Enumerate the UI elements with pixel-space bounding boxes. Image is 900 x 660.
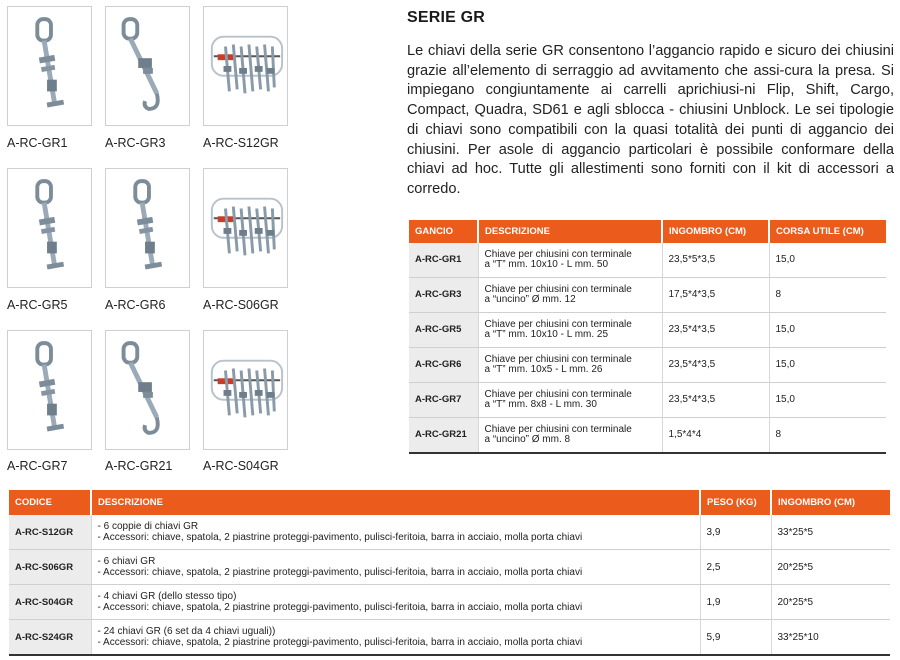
key-set-6-icon[interactable] [203,168,288,288]
row-corsa: 15,0 [769,383,886,418]
product-code: A-RC-S04GR [203,459,279,473]
product-code: A-RC-S12GR [203,136,279,150]
row-description [91,515,700,550]
column-header: GANCIO [409,220,478,243]
row-description-line2: - Accessori: chiave, spatola, 2 piastrine proteggi-pavimento, pulisci-feritoia, barra in acciaio, molla porta chiavi [97,602,583,613]
column-header: INGOMBRO (CM) [771,490,890,515]
row-ingombro: 23,5*5*3,5 [662,243,769,278]
key-t-handle-icon[interactable] [7,168,92,288]
row-description [478,278,662,313]
row-ingombro: 33*25*5 [771,515,890,550]
column-header: CODICE [9,490,91,515]
row-description-line1: Chiave per chiusini con terminale [484,284,632,295]
key-t-handle-icon[interactable] [7,6,92,126]
row-description-line1: - 6 chiavi GR [97,556,156,567]
row-description-line1: - 4 chiavi GR (dello stesso tipo) [97,591,237,602]
table-row [409,418,886,454]
row-description-line2: a “T” mm. 10x10 - L mm. 50 [484,259,609,270]
table-header-row [9,490,890,515]
kit-table [9,490,890,656]
row-description-line1: Chiave per chiusini con terminale [484,319,632,330]
table-row [409,243,886,278]
row-ingombro: 33*25*10 [771,620,890,656]
row-description [91,550,700,585]
row-description-line1: Chiave per chiusini con terminale [484,354,632,365]
table-row [409,383,886,418]
row-description-line2: a “uncino” Ø mm. 8 [484,434,571,445]
row-description-line2: a “uncino” Ø mm. 12 [484,294,576,305]
product-code: A-RC-S06GR [203,298,279,312]
series-title: SERIE GR [407,9,486,26]
row-description [478,348,662,383]
table-header-row [409,220,886,243]
row-corsa: 8 [769,418,886,454]
row-description [478,418,662,454]
row-corsa: 15,0 [769,313,886,348]
product-code: A-RC-GR1 [7,136,68,150]
row-code: A-RC-GR3 [409,278,478,313]
product-code: A-RC-GR7 [7,459,68,473]
row-description-line2: - Accessori: chiave, spatola, 2 piastrine proteggi-pavimento, pulisci-feritoia, barra in acciaio, molla porta chiavi [97,637,583,648]
product-code: A-RC-GR5 [7,298,68,312]
row-ingombro: 1,5*4*4 [662,418,769,454]
row-corsa: 15,0 [769,243,886,278]
row-corsa: 8 [769,278,886,313]
key-t-handle-icon[interactable] [7,330,92,450]
row-description-line2: a “T” mm. 10x10 - L mm. 25 [484,329,609,340]
row-description-line1: - 6 coppie di chiavi GR [97,521,199,532]
row-ingombro: 23,5*4*3,5 [662,383,769,418]
row-description-line1: Chiave per chiusini con terminale [484,424,632,435]
row-peso: 3,9 [700,515,771,550]
row-description-line1: Chiave per chiusini con terminale [484,389,632,400]
table-row [9,515,890,550]
key-hook-icon[interactable] [105,330,190,450]
row-ingombro: 20*25*5 [771,550,890,585]
row-code: A-RC-GR5 [409,313,478,348]
series-description: Le chiavi della serie GR consentono l’aggancio rapido e sicuro dei chiusini grazie all’elemento di serraggio ad avvitamento che assi-cura la presa. Si impiegano congiuntamente ai carrelli aprichiusi-ni Flip, Shift, Cargo, Compact, Quadra, SD61 e agli sblocca - chiusini Unblock. Le sei tipologie di chiavi sono compatibili con la quasi totalità dei punti di aggancio dei chiusini. Per asole di aggancio particolari è possibile conformare della chiavi ad hoc. Tutte gli allestimenti sono forniti con il kit di accessori a corredo. [407,43,894,197]
row-description-line2: - Accessori: chiave, spatola, 2 piastrine proteggi-pavimento, pulisci-feritoia, barra in acciaio, molla porta chiavi [97,567,583,578]
key-set-4-icon[interactable] [203,330,288,450]
row-ingombro: 20*25*5 [771,585,890,620]
key-hook-icon[interactable] [105,6,190,126]
table-row [9,585,890,620]
table-row [409,313,886,348]
row-code: A-RC-S06GR [9,550,91,585]
row-peso: 2,5 [700,550,771,585]
row-ingombro: 23,5*4*3,5 [662,348,769,383]
row-ingombro: 23,5*4*3,5 [662,313,769,348]
column-header: CORSA UTILE (CM) [769,220,886,243]
row-description-line1: - 24 chiavi GR (6 set da 4 chiavi uguali)) [97,626,276,637]
row-code: A-RC-S04GR [9,585,91,620]
row-code: A-RC-GR21 [409,418,478,454]
row-ingombro: 17,5*4*3,5 [662,278,769,313]
product-code: A-RC-GR6 [105,298,166,312]
column-header: INGOMBRO (CM) [662,220,769,243]
key-set-12-icon[interactable] [203,6,288,126]
column-header: DESCRIZIONE [91,490,700,515]
row-description-line2: a “T” mm. 8x8 - L mm. 30 [484,399,597,410]
key-t-handle-icon[interactable] [105,168,190,288]
row-description-line2: - Accessori: chiave, spatola, 2 piastrine proteggi-pavimento, pulisci-feritoia, barra in acciaio, molla porta chiavi [97,532,583,543]
row-peso: 5,9 [700,620,771,656]
row-corsa: 15,0 [769,348,886,383]
table-row [9,620,890,656]
table-row [9,550,890,585]
gancio-table [409,220,886,454]
row-description [478,243,662,278]
row-code: A-RC-S12GR [9,515,91,550]
product-code: A-RC-GR21 [105,459,173,473]
table-row [409,278,886,313]
column-header: DESCRIZIONE [478,220,662,243]
row-code: A-RC-GR1 [409,243,478,278]
row-code: A-RC-GR7 [409,383,478,418]
row-description-line1: Chiave per chiusini con terminale [484,249,632,260]
row-description [478,313,662,348]
row-peso: 1,9 [700,585,771,620]
row-description [478,383,662,418]
table-row [409,348,886,383]
row-description [91,585,700,620]
column-header: PESO (KG) [700,490,771,515]
row-code: A-RC-S24GR [9,620,91,656]
product-code: A-RC-GR3 [105,136,166,150]
row-code: A-RC-GR6 [409,348,478,383]
row-description [91,620,700,656]
row-description-line2: a “T” mm. 10x5 - L mm. 26 [484,364,603,375]
